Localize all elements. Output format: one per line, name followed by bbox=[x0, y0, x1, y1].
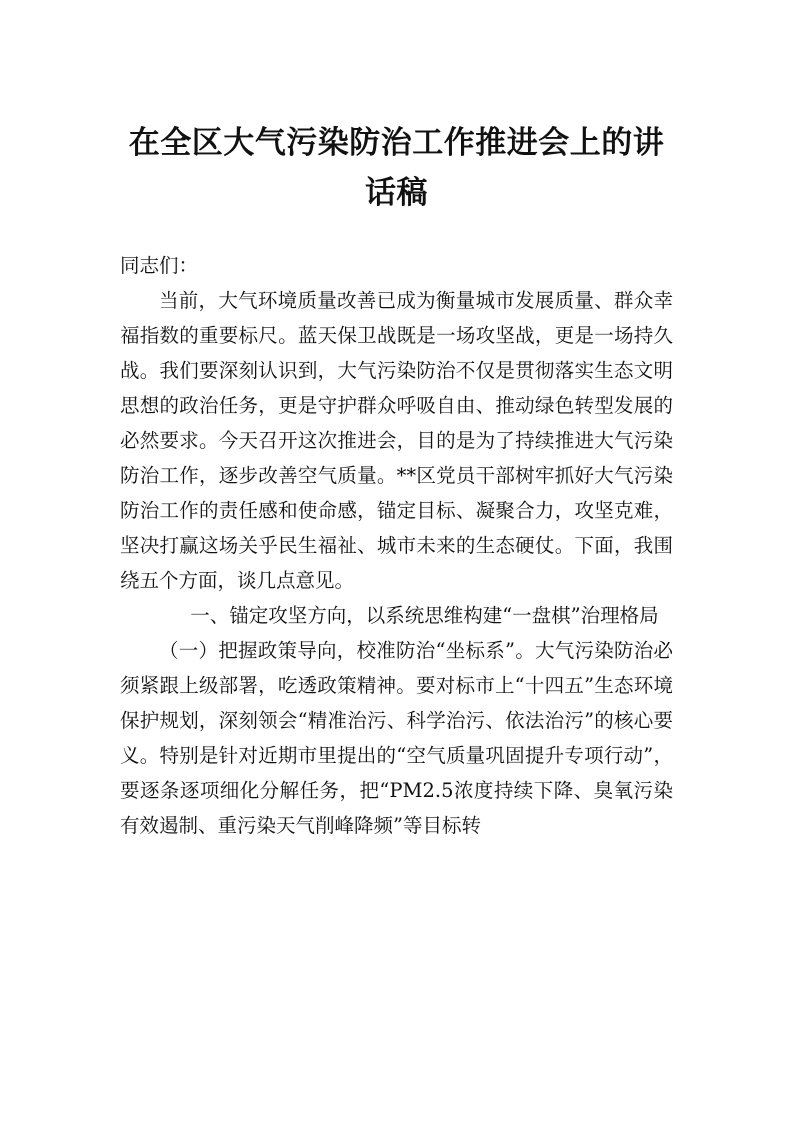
intro-paragraph: 当前，大气环境质量改善已成为衡量城市发展质量、群众幸福指数的重要标尺。蓝天保卫战既是一场攻坚战，更是一场持久战。我们要深刻认识到，大气污染防治不仅是贯彻落实生态文明思想的政治任务，更是守护群众呼吸自由、推动绿色转型发展的必然要求。今天召开这次推进会，目的是为了持续推进大气污染防治工作，逐步改善空气质量。**区党员干部树牢抓好大气污染防治工作的责任感和使命感，锚定目标、凝聚合力，攻坚克难，坚决打赢这场关乎民生福祉、城市未来的生态硬仗。下面，我围绕五个方面，谈几点意见。 bbox=[120, 289, 673, 592]
subsection-paragraph: （一）把握政策导向，校准防治“坐标系”。大气污染防治必须紧跟上级部署，吃透政策精神。要对标市上“十四五”生态环境保护规划，深刻领会“精准治污、科学治污、依法治污”的核心要义。特别是针对近期市里提出的“空气质量巩固提升专项行动”，要逐条逐项细化分解任务，把“PM2.5浓度持续下降、臭氧污染有效遏制、重污染天气削峰降频”等目标转 bbox=[120, 639, 673, 837]
document-title: 在全区大气污染防治工作推进会上的讲话稿 bbox=[128, 125, 665, 211]
salutation: 同志们： bbox=[120, 254, 199, 277]
document-page bbox=[120, 118, 673, 843]
document-body bbox=[120, 248, 673, 843]
section-heading: 一、锚定攻坚方向，以系统思维构建“一盘棋”治理格局 bbox=[190, 604, 659, 627]
